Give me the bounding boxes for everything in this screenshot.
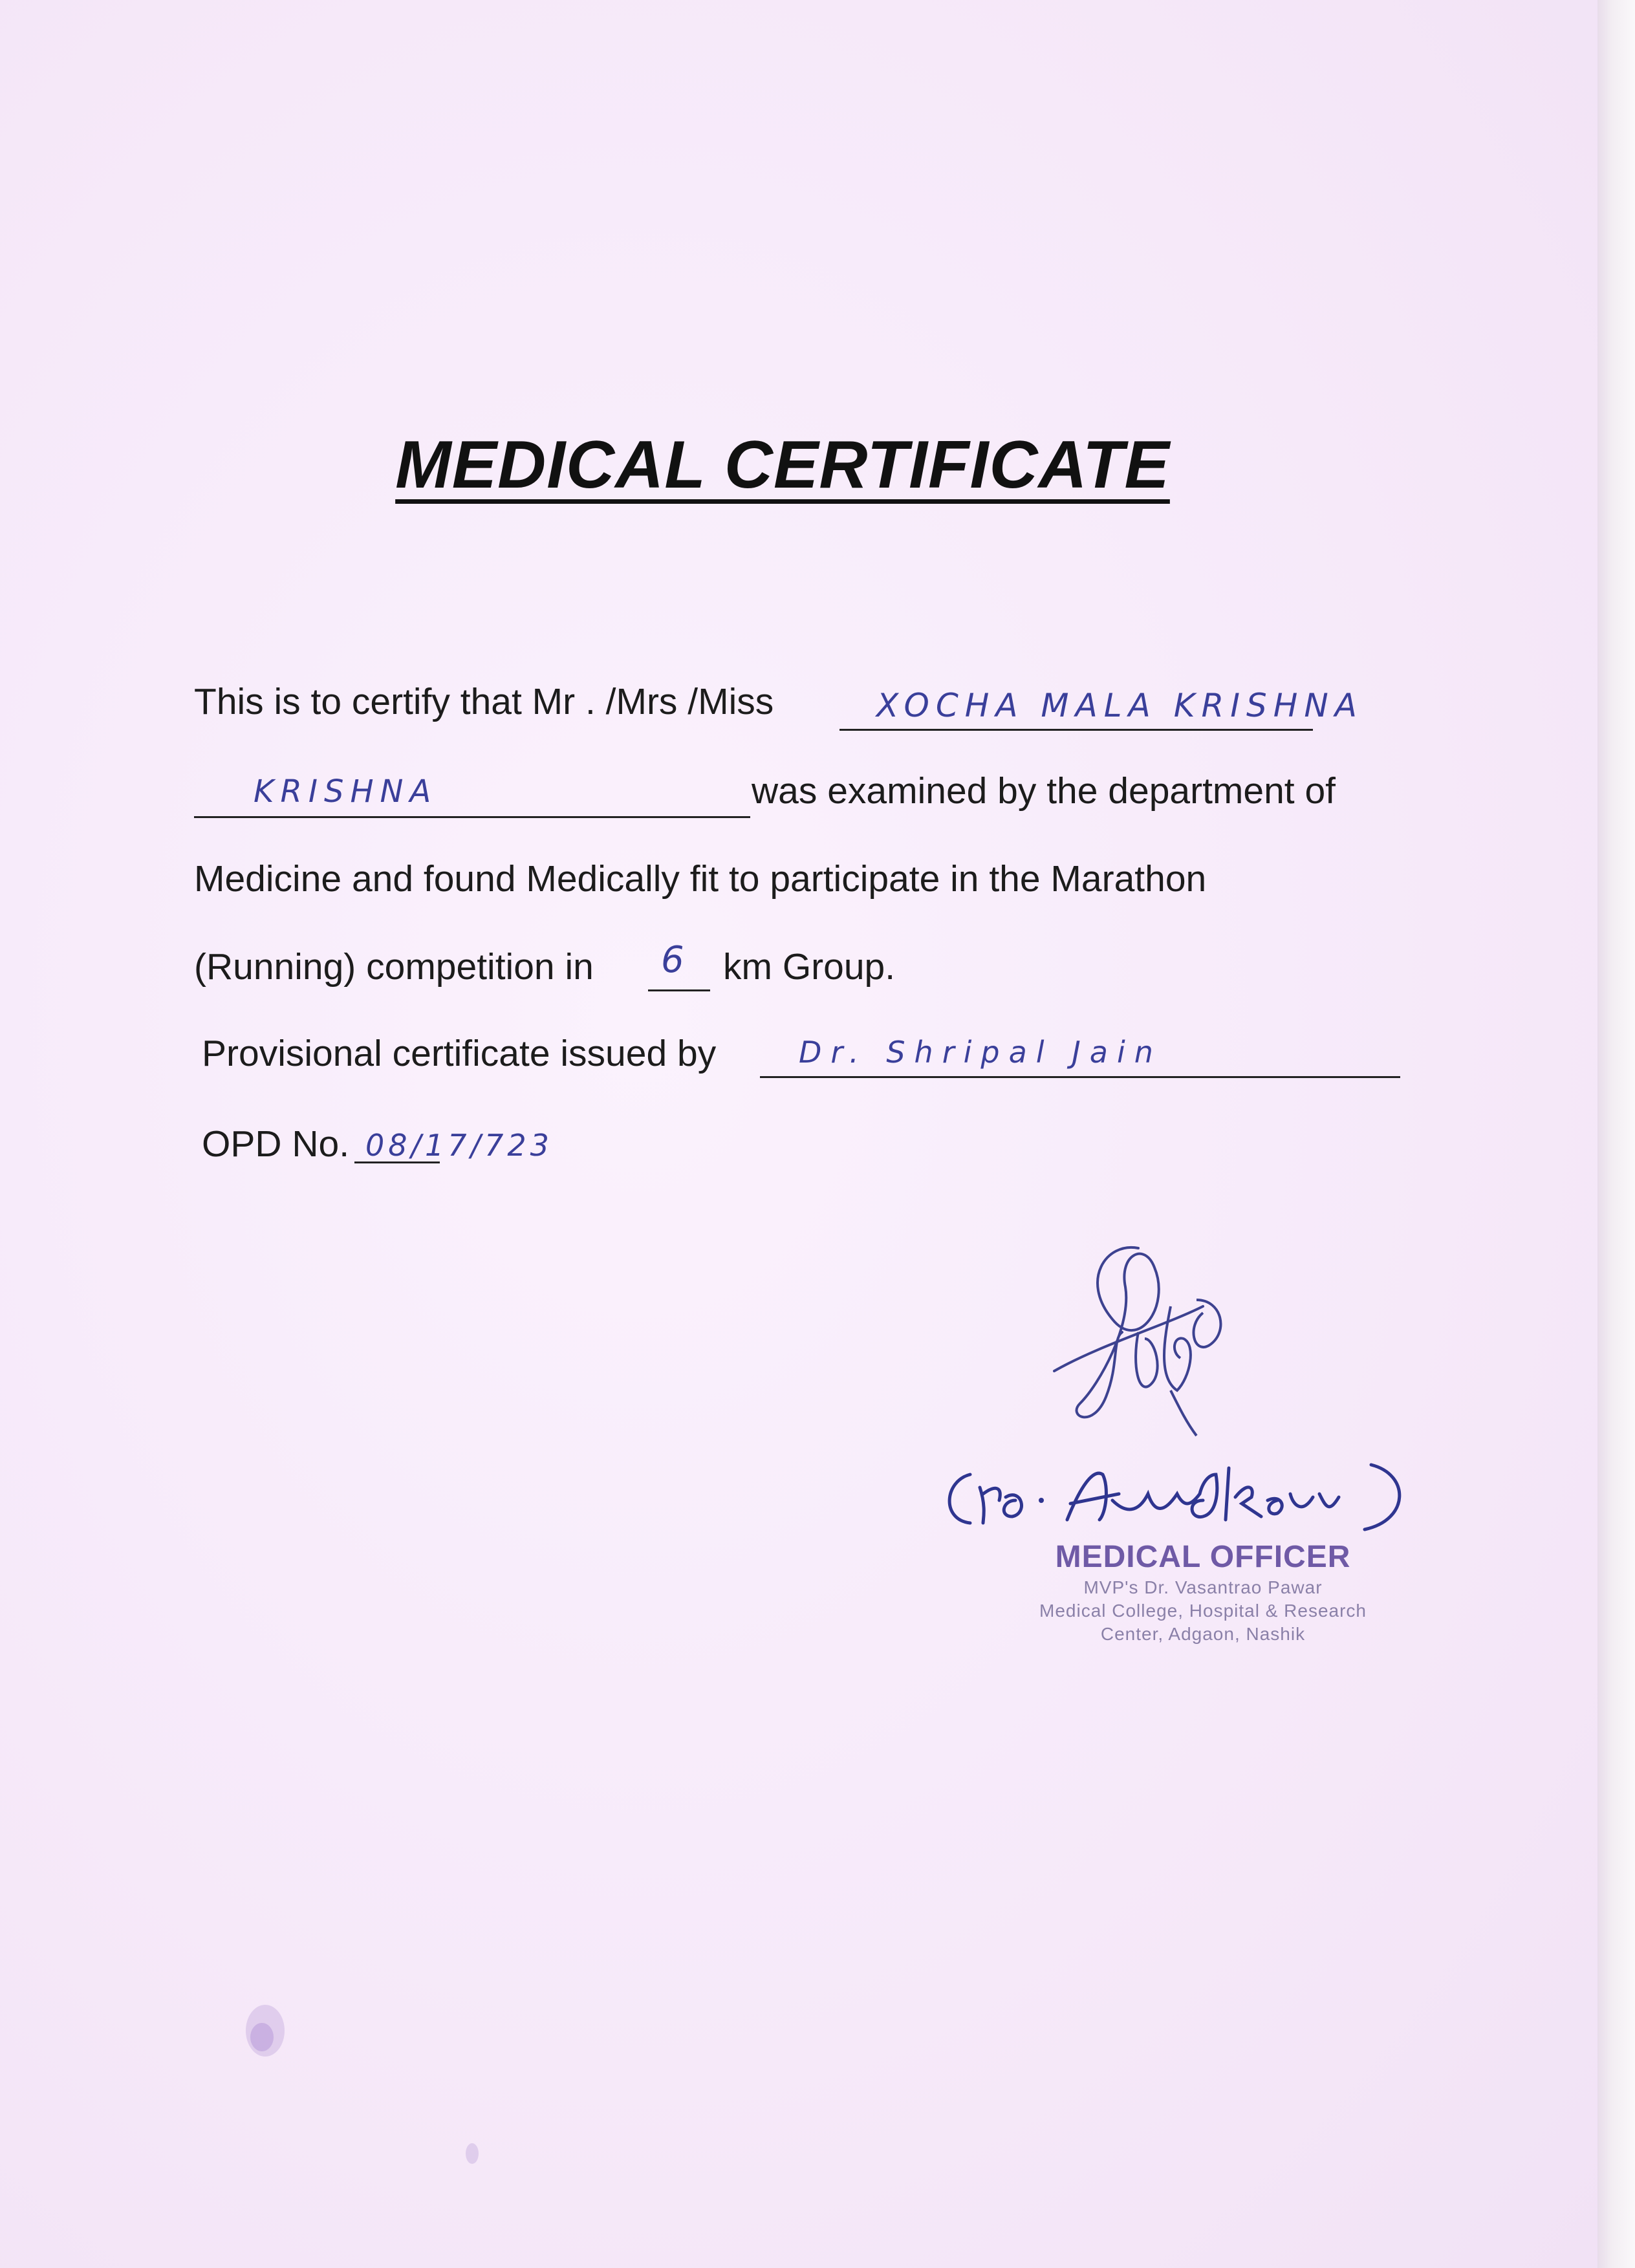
name-underline-1	[839, 729, 1313, 731]
distance-underline	[648, 989, 710, 991]
signature-mark	[1041, 1229, 1248, 1462]
medical-officer-stamp	[977, 1539, 1429, 1645]
issued-by-label: Provisional certificate issued by	[202, 1033, 717, 1074]
examined-text: was examined by the department of	[752, 770, 1336, 812]
stamp-line-3: Center, Adgaon, Nashik	[1100, 1624, 1306, 1644]
competition-suffix: km Group.	[723, 946, 896, 988]
opd-value: 08/17/723	[365, 1128, 553, 1163]
issued-by-underline	[760, 1076, 1400, 1078]
stamp-title: MEDICAL OFFICER	[1055, 1540, 1351, 1574]
patient-name-line1: XOCHA MALA KRISHNA	[876, 687, 1363, 724]
signer-name-handwriting	[931, 1449, 1449, 1539]
medicine-fit-text: Medicine and found Medically fit to participate in the Marathon	[194, 858, 1207, 900]
ink-smudge	[226, 1992, 304, 2069]
certificate-title	[0, 427, 1565, 504]
name-underline-2	[194, 816, 750, 818]
ink-speck	[453, 2134, 492, 2173]
patient-name-line2: KRISHNA	[254, 773, 438, 810]
distance-value: 6	[661, 939, 684, 981]
scan-edge	[1597, 0, 1635, 2268]
opd-label: OPD No.	[202, 1123, 350, 1165]
issued-by-value: Dr. Shripal Jain	[799, 1035, 1162, 1070]
competition-prefix: (Running) competition in	[194, 946, 594, 988]
certificate-title-text: MEDICAL CERTIFICATE	[395, 427, 1170, 502]
certify-line-prefix: This is to certify that Mr . /Mrs /Miss	[194, 681, 774, 722]
stamp-line-1: MVP's Dr. Vasantrao Pawar	[1083, 1577, 1323, 1597]
stamp-line-2: Medical College, Hospital & Research	[1039, 1601, 1367, 1621]
